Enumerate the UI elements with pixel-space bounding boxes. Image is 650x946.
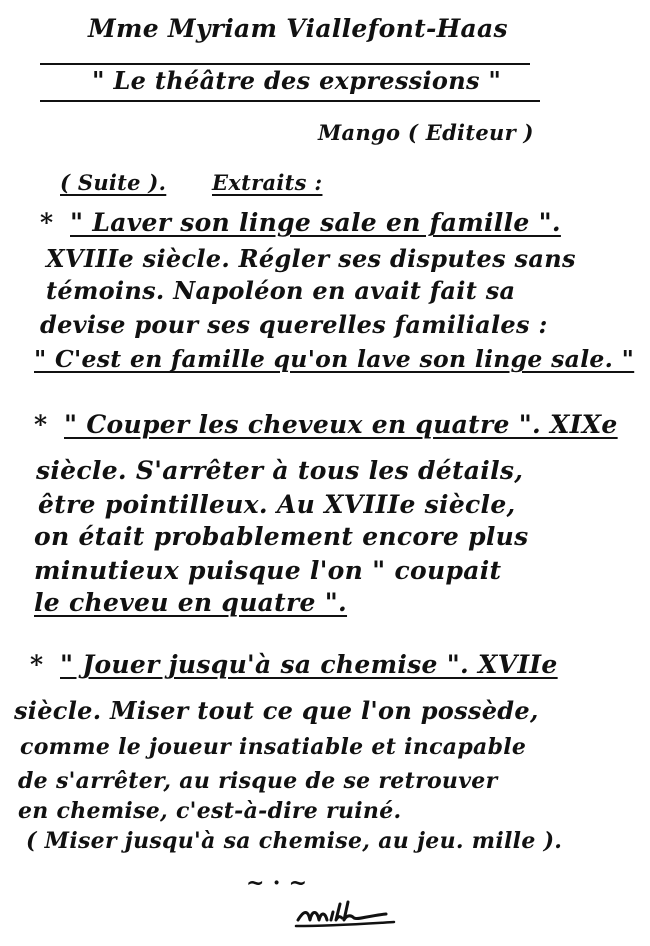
book-title-underline [40,100,540,102]
footer-divider: ~ · ~ [246,870,308,896]
entry-2-line-3: être pointilleux. Au XVIIIe siècle, [38,490,516,519]
entry-3-line-6: ( Miser jusqu'à sa chemise, au jeu. mille ). [26,828,563,854]
entry-2-line-2: siècle. S'arrêter à tous les détails, [36,456,524,485]
entry-3-line-2: siècle. Miser tout ce que l'on possède, [14,696,539,725]
author-name: Mme Myriam Viallefont-Haas [88,14,508,43]
signature-mark [290,892,410,932]
book-title: " Le théâtre des expressions " [92,66,502,95]
entry-marker: * [34,410,48,439]
entry-1-line-3: témoins. Napoléon en avait fait sa [46,276,516,305]
expression-title: " Laver son linge sale en famille ". [70,208,561,237]
entry-3-line-5: en chemise, c'est-à-dire ruiné. [18,798,402,824]
expression-title: " Couper les cheveux en quatre ". XIXe [64,410,618,439]
entry-3-line-4: de s'arrêter, au risque de se retrouver [18,768,498,794]
entry-1-line-2: XVIIIe siècle. Régler ses disputes sans [46,244,576,273]
author-underline [40,63,530,65]
intro-suite: ( Suite ). [60,170,167,195]
intro-extraits: Extraits : [212,170,323,195]
entry-marker: * [40,208,54,237]
entry-2-line-4: on était probablement encore plus [34,522,529,551]
entry-1-line-1 [40,208,561,238]
entry-1-line-5: " C'est en famille qu'on lave son linge sale. " [34,345,635,373]
entry-2-line-1 [34,410,618,440]
entry-2-line-6: le cheveu en quatre ". [34,588,348,617]
entry-1-line-4: devise pour ses querelles familiales : [40,310,548,339]
entry-2-line-5: minutieux puisque l'on " coupait [34,556,502,585]
expression-title: " Jouer jusqu'à sa chemise ". XVIIe [60,650,558,679]
publisher: Mango ( Editeur ) [318,120,534,145]
entry-3-line-1 [30,650,558,680]
entry-marker: * [30,650,44,679]
entry-3-line-3: comme le joueur insatiable et incapable [20,734,527,760]
